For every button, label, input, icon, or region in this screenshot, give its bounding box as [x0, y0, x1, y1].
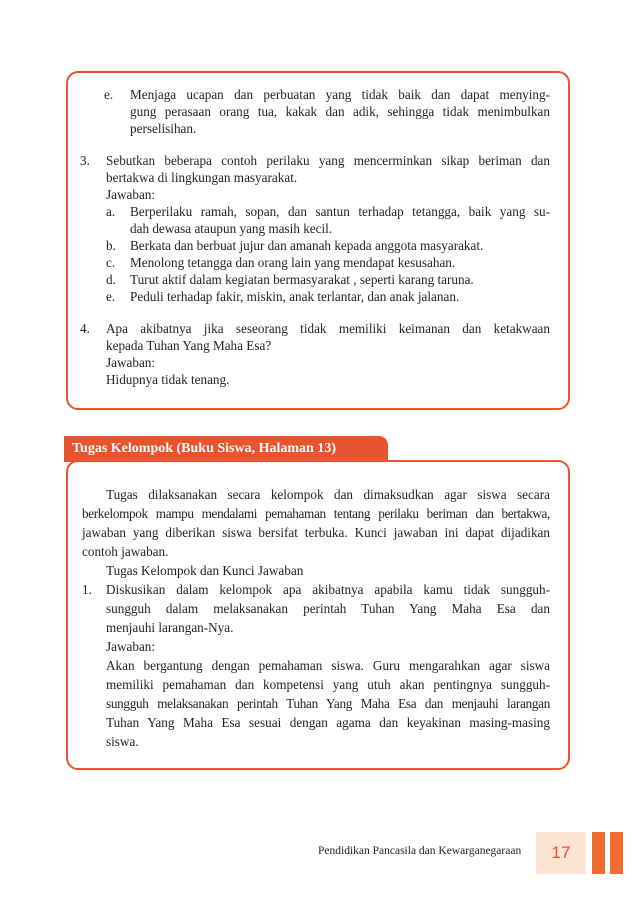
item-text: Berperilaku ramah, sopan, dan santun terhadap tetangga, baik yang su-	[130, 204, 550, 219]
question-text: Diskusikan dalam kelompok apa akibatnya apabila kamu tidak sungguh-	[106, 582, 550, 597]
item-label: d.	[106, 272, 116, 287]
question-text: Apa akibatnya jika seseorang tidak memiliki keimanan dan ketakwaan	[106, 321, 550, 336]
item-label: a.	[106, 204, 116, 219]
answer-label: Jawaban:	[106, 187, 156, 202]
question-text: kepada Tuhan Yang Maha Esa?	[106, 338, 272, 353]
question-text: Sebutkan beberapa contoh perilaku yang mencerminkan sikap beriman dan	[106, 153, 550, 168]
footer-book-title: Pendidikan Pancasila dan Kewarganegaraan	[318, 845, 522, 857]
item-label: b.	[106, 238, 116, 253]
answer-text: memiliki pemahaman dan kompetensi yang utuh akan pentingnya sungguh-	[106, 677, 550, 692]
decorative-bar	[592, 832, 605, 874]
item-text: Peduli terhadap fakir, miskin, anak terlantar, dan anak jalanan.	[130, 289, 460, 304]
question-text: menjauhi larangan-Nya.	[106, 620, 234, 635]
answer-text: Hidupnya tidak tenang.	[106, 372, 230, 387]
answer-text: Akan bergantung dengan pemahaman siswa. Guru mengarahkan agar siswa	[106, 658, 550, 673]
item-text: dah dewasa ataupun yang masih kecil.	[130, 221, 333, 236]
answer-label: Jawaban:	[106, 639, 156, 654]
answer-text: sungguh melaksanakan perintah Tuhan Yang Maha Esa dan menjauhi larangan	[106, 696, 550, 711]
subheading: Tugas Kelompok dan Kunci Jawaban	[106, 563, 304, 578]
answer-text: siswa.	[106, 734, 139, 749]
intro-text: jawaban yang diberikan siswa bersifat terbuka. Kunci jawaban ini dapat dijadikan	[82, 525, 550, 540]
answer-label: Jawaban:	[106, 355, 156, 370]
intro-text: Tugas dilaksanakan secara kelompok dan dimaksudkan agar siswa secara	[106, 487, 550, 502]
section-header-tab	[64, 436, 388, 462]
item-label: e.	[104, 87, 114, 102]
intro-text: contoh jawaban.	[82, 544, 169, 559]
item-text: Menjaga ucapan dan perbuatan yang tidak baik dan dapat menying-	[130, 87, 550, 102]
question-number: 1.	[82, 582, 92, 597]
decorative-bar	[610, 832, 623, 874]
intro-text: berkelompok mampu mendalami pemahaman tentang perilaku beriman dan bertakwa,	[82, 506, 550, 521]
answer-text: Tuhan Yang Maha Esa sesuai dengan agama dan keyakinan masing-masing	[106, 715, 550, 730]
item-text: gung perasaan orang tua, kakak dan adik, sehingga tidak menimbulkan	[130, 104, 550, 119]
question-number: 3.	[80, 153, 90, 168]
item-text: perselisihan.	[130, 121, 197, 136]
item-text: Menolong tetangga dan orang lain yang mendapat kesusahan.	[130, 255, 456, 270]
question-number: 4.	[80, 321, 90, 336]
question-text: bertakwa di lingkungan masyarakat.	[106, 170, 298, 185]
item-label: e.	[106, 289, 116, 304]
item-text: Turut aktif dalam kegiatan bermasyarakat , seperti karang taruna.	[130, 272, 474, 287]
item-label: c.	[106, 255, 116, 270]
item-text: Berkata dan berbuat jujur dan amanah kepada anggota masyarakat.	[130, 238, 484, 253]
section-title: Tugas Kelompok (Buku Siswa, Halaman 13)	[72, 441, 336, 456]
page-number: 17	[536, 832, 586, 874]
question-text: sungguh dalam melaksanakan perintah Tuhan Yang Maha Esa dan	[106, 601, 550, 616]
